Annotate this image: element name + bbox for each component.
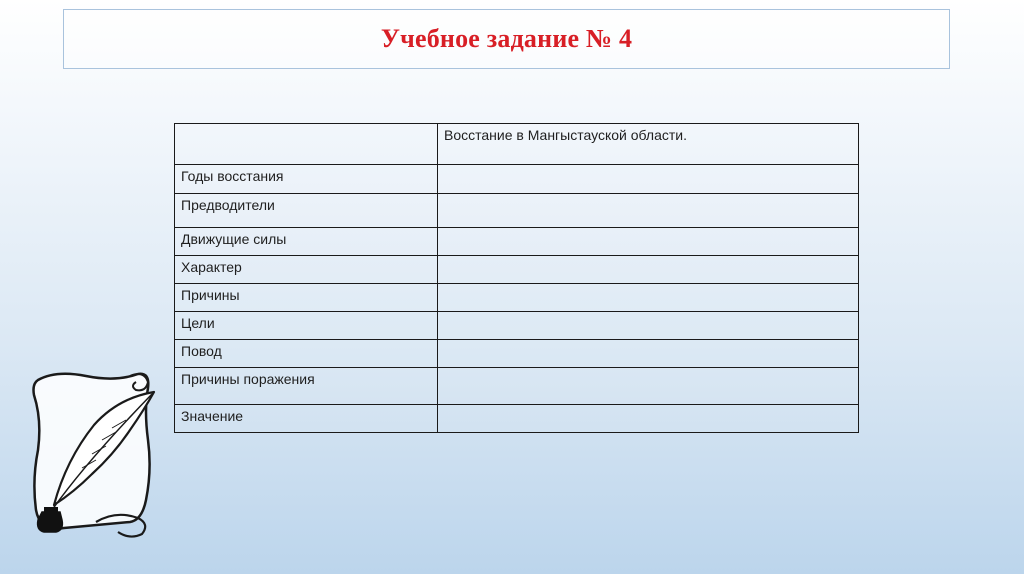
table-row xyxy=(175,165,859,194)
row-label: Характер xyxy=(175,256,438,284)
table-row xyxy=(175,256,859,284)
row-label: Движущие силы xyxy=(175,228,438,256)
row-label: Значение xyxy=(175,405,438,433)
row-value xyxy=(438,194,859,228)
inkwell xyxy=(38,512,63,532)
assignment-table xyxy=(174,123,859,433)
header-title-cell: Восстание в Мангыстауской области. xyxy=(438,124,859,165)
table-row xyxy=(175,312,859,340)
title-box xyxy=(63,9,950,69)
row-label: Предводители xyxy=(175,194,438,228)
row-value xyxy=(438,228,859,256)
table-row xyxy=(175,194,859,228)
row-value xyxy=(438,312,859,340)
row-value xyxy=(438,340,859,368)
row-value xyxy=(438,284,859,312)
row-label: Причины поражения xyxy=(175,368,438,405)
scroll-quill-icon xyxy=(26,370,166,540)
header-empty-cell xyxy=(175,124,438,165)
table-row xyxy=(175,228,859,256)
slide-title: Учебное задание № 4 xyxy=(380,24,633,53)
row-value xyxy=(438,256,859,284)
row-label: Цели xyxy=(175,312,438,340)
table-row xyxy=(175,284,859,312)
table-row xyxy=(175,340,859,368)
row-value xyxy=(438,405,859,433)
row-label: Причины xyxy=(175,284,438,312)
table-header-row xyxy=(175,124,859,165)
table-row xyxy=(175,368,859,405)
table-row xyxy=(175,405,859,433)
row-value xyxy=(438,368,859,405)
row-value xyxy=(438,165,859,194)
row-label: Повод xyxy=(175,340,438,368)
row-label: Годы восстания xyxy=(175,165,438,194)
